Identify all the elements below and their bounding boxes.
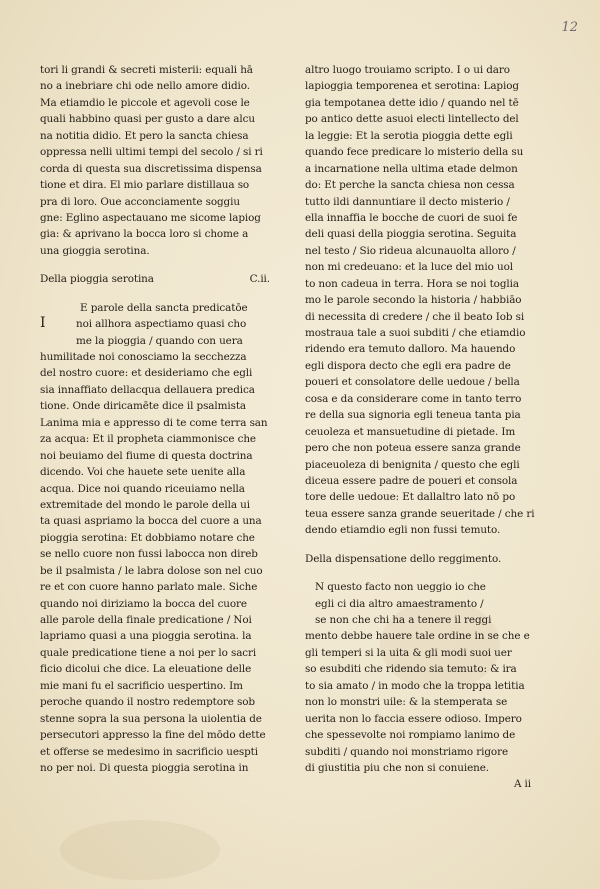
text-line: mento debbe hauere tale ordine in se che e [305,630,530,643]
section-heading [40,271,278,287]
text-line: uerita non lo faccia essere odioso. Impero [305,712,522,725]
left-top-paragraph [40,62,278,259]
text-line: acqua. Dice noi quando riceuiamo nella [40,482,245,495]
text-line: mie mani fu el sacrificio uespertino. Im [40,679,243,692]
text-line: pero che non poteua essere sanza grande [305,442,521,455]
text-line: re et con cuore hanno parlato male. Siche [40,581,258,594]
text-line: tore delle uedoue: Et dallaltro lato nō po [305,491,516,504]
text-line: dendo etiamdio egli non fussi temuto. [305,524,501,537]
initial-letter: I [40,314,46,331]
text-line: gia: & aprivano la bocca loro si chome a [40,228,249,241]
section-heading-title: Della pioggia serotina [40,273,154,286]
text-line: che spessevolte noi rompiamo lanimo de [305,729,516,742]
right-top-paragraph [305,62,545,539]
text-line: so esubditi che ridendo sia temuto: & ira [305,663,517,676]
text-line: stenne sopra la sua persona la uiolentia de [40,712,262,725]
text-line: egli dispora decto che egli era padre de [305,359,511,372]
text-line: humilitade noi conosciamo la secchezza [40,351,247,363]
text-line: nel testo / Sio rideua alcunauolta alloro / [305,244,516,257]
text-line: to sia amato / in modo che la troppa letitia [305,679,525,692]
left-body-paragraph [40,349,278,776]
text-line: alle parole della finale predicatione / Noi [40,614,252,626]
text-line: ficio dicolui che dice. La eleuatione delle [40,663,252,676]
text-line: tione et dira. El mio parlare distillaua so [40,179,250,192]
left-initial-paragraph [40,300,278,349]
right-column [305,62,545,793]
text-line: po antico dette asuoi electi lintellecto del [305,113,519,126]
text-line: teua essere sanza grande seueritade / che ri [305,507,535,520]
text-line: za acqua: Et il propheta ciammonisce che [40,433,256,446]
paper-stain [60,820,220,880]
text-line: extremitade del mondo le parole della ui [40,498,250,511]
text-line: dicendo. Voi che hauete sete uenite alla [40,466,246,479]
text-line: di necessita di credere / che il beato Iob si [305,310,525,323]
text-line: se nello cuore non fussi labocca non direb [40,548,258,561]
text-line: di giustitia piu che non si conuiene. [305,761,489,774]
text-line: ceuoleza et mansuetudine di pietade. Im [305,425,516,438]
text-line: Lanima mia e appresso di te come terra san [40,416,268,429]
text-line: tione. Onde diricamēte dice il psalmista [40,400,246,413]
text-line: non mi credeuano: et la luce del mio uol [305,261,513,274]
text-line: oppressa nelli ultimi tempi del secolo / si ri [40,146,263,159]
text-line: corda di questa sua discretissima dispensa [40,162,262,175]
text-line: E parole della sancta predicatōe [80,301,248,314]
text-line: cosa e da considerare come in tanto terro [305,392,522,405]
text-line: subditi / quando noi monstriamo rigore [305,745,508,758]
text-line: lapriamo quasi a una pioggia serotina. la [40,630,252,643]
text-line: ta quasi aspriamo la bocca del cuore a una [40,515,262,528]
text-line: ella innaffia le bocche de cuori de suoi fe [305,211,518,224]
text-line: poueri et consolatore delle uedoue / bella [305,376,520,389]
text-line: tutto ildi dannuntiare il decto misterio / [305,195,510,208]
text-line: persecutori appresso la fine del mōdo dette [40,729,266,742]
text-line: re della sua signoria egli teneua tanta pia [305,409,521,422]
folio-mark: 12 [561,20,578,35]
left-column [40,62,278,776]
text-line: ridendo era temuto dalloro. Ma hauendo [305,343,516,356]
text-line: lapioggia temporenea et serotina: Lapiog [305,80,519,93]
text-line: quando fece predicare lo misterio della su [305,146,524,159]
text-line: quando noi diriziamo la bocca del cuore [40,597,247,610]
text-line: be il psalmista / le labra dolose son nel cuo [40,564,263,577]
text-line: mostraua tale a suoi subditi / che etiamdio [305,327,526,339]
text-line: gia tempotanea dette idio / quando nel tē [305,96,519,109]
text-line: do: Et perche la sancta chiesa non cessa [305,179,515,192]
text-line: pioggia serotina: Et dobbiamo notare che [40,531,255,544]
text-line: tori li grandi & secreti misterii: equali hā [40,64,253,76]
text-line: no per noi. Di questa pioggia serotina in [40,761,249,774]
text-line: egli ci dia altro amaestramento / [315,597,484,610]
text-line: a incarnatione nella ultima etade delmon [305,162,518,175]
text-line: me la pioggia / quando con uera [76,334,243,347]
text-line: del nostro cuore: et desideriamo che egli [40,367,253,380]
right-body-paragraph [305,628,545,776]
chapter-number: C.ii. [249,273,270,286]
text-line: quale predicatione tiene a noi per lo sacri [40,646,257,659]
text-line: sia innaffiato dellacqua dellauera predica [40,383,255,396]
text-line: gne: Eglino aspectauano me sicome lapiog [40,211,261,224]
section-heading: Della dispensatione dello reggimento. [305,552,502,565]
text-line: et offerse se medesimo in sacrificio uespti [40,745,258,758]
text-line: non lo monstri uile: & la stemperata se [305,696,508,709]
text-line: no a inebriare chi ode nello amore didio. [40,80,250,93]
text-line: quali habbino quasi per gusto a dare alcu [40,113,255,126]
text-line: se non che chi ha a tenere il reggi [315,614,492,626]
text-line: la leggie: Et la serotia pioggia dette egli [305,129,513,142]
text-line: to non cadeua in terra. Hora se noi toglia [305,277,519,290]
text-line: deli quasi della pioggia serotina. Seguita [305,228,517,241]
text-line: N questo facto non ueggio io che [315,581,486,594]
text-line: diceua essere padre de poueri et consola [305,474,518,487]
text-line: piaceuoleza di benignita / questo che egli [305,458,520,471]
text-line: gli temperi si la uita & gli modi suoi uer [305,646,512,659]
text-line: na notitia didio. Et pero la sancta chiesa [40,129,249,142]
text-line: noi allhora aspectiamo quasi cho [76,318,247,331]
text-line: mo le parole secondo la historia / habbiāo [305,294,522,307]
catchword: A ii [513,778,531,791]
text-line: peroche quando il nostro redemptore sob [40,696,255,709]
text-line: pra di loro. Oue acconciamente soggiu [40,195,240,208]
text-line: altro luogo trouiamo scripto. I o ui daro [305,64,510,76]
text-line: Ma etiamdio le piccole et agevoli cose le [40,96,250,109]
right-initial-paragraph [305,579,545,628]
text-line: noi beuiamo del fiume di questa doctrina [40,449,253,462]
text-line: una gioggia serotina. [40,244,150,257]
